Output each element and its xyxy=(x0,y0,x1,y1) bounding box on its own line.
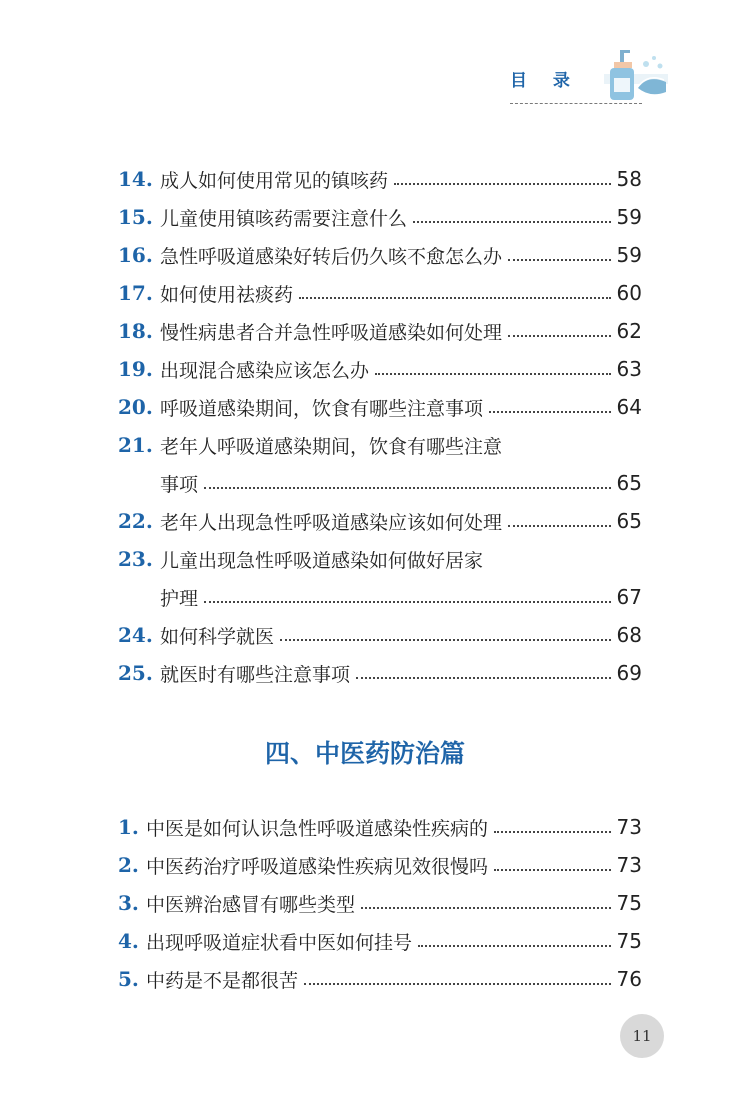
entry-title: 出现呼吸道症状看中医如何挂号 xyxy=(146,931,413,954)
dot-leader xyxy=(418,944,611,947)
entry-page: 67 xyxy=(616,585,642,609)
entry-title: 中医药治疗呼吸道感染性疾病见效很慢吗 xyxy=(146,855,489,878)
dot-leader xyxy=(508,258,611,261)
entry-title: 成人如何使用常见的镇咳药 xyxy=(160,169,389,192)
entry-title: 中医辨治感冒有哪些类型 xyxy=(146,893,356,916)
entry-title: 如何使用祛痰药 xyxy=(160,283,294,306)
entry-number: 22. xyxy=(118,509,153,533)
entry-page: 69 xyxy=(616,661,642,685)
entry-title: 慢性病患者合并急性呼吸道感染如何处理 xyxy=(160,321,503,344)
toc-entry[interactable] xyxy=(118,924,642,958)
entry-page: 73 xyxy=(616,853,642,877)
entry-title: 呼吸道感染期间，饮食有哪些注意事项 xyxy=(160,397,484,420)
entry-title: 老年人呼吸道感染期间，饮食有哪些注意 xyxy=(160,435,503,458)
toc-entry-continuation[interactable] xyxy=(160,580,642,614)
entry-page: 73 xyxy=(616,815,642,839)
entry-number: 4. xyxy=(118,929,139,953)
entry-page: 59 xyxy=(616,205,642,229)
toc-entry[interactable] xyxy=(118,886,642,920)
section-heading: 四、中医药防治篇 xyxy=(264,739,465,768)
entry-number: 1. xyxy=(118,815,139,839)
entry-title: 就医时有哪些注意事项 xyxy=(160,663,351,686)
entry-number: 14. xyxy=(118,167,153,191)
toc-entry[interactable] xyxy=(118,314,642,348)
toc-entry[interactable] xyxy=(118,428,642,462)
header-divider xyxy=(510,103,642,104)
entry-title: 儿童使用镇咳药需要注意什么 xyxy=(160,207,408,230)
toc-entry[interactable] xyxy=(118,618,642,652)
dot-leader xyxy=(204,600,611,603)
page-header xyxy=(0,0,730,120)
toc-entry[interactable] xyxy=(118,238,642,272)
entry-page: 62 xyxy=(616,319,642,343)
entry-page: 65 xyxy=(616,471,642,495)
entry-page: 76 xyxy=(616,967,642,991)
entry-title-continuation: 事项 xyxy=(160,473,199,496)
dot-leader xyxy=(494,830,611,833)
dot-leader xyxy=(356,676,611,679)
toc-entry[interactable] xyxy=(118,542,642,576)
entry-title: 如何科学就医 xyxy=(160,625,275,648)
toc-entry[interactable] xyxy=(118,656,642,690)
entry-number: 15. xyxy=(118,205,153,229)
entry-number: 16. xyxy=(118,243,153,267)
header-title: 目 录 xyxy=(510,71,580,91)
page-number: 11 xyxy=(632,1027,652,1045)
toc-entry[interactable] xyxy=(118,276,642,310)
entry-page: 63 xyxy=(616,357,642,381)
dot-leader xyxy=(361,906,611,909)
dot-leader xyxy=(280,638,611,641)
toc-entry[interactable] xyxy=(118,352,642,386)
dot-leader xyxy=(394,182,611,185)
entry-title-continuation: 护理 xyxy=(160,587,199,610)
entry-page: 65 xyxy=(616,509,642,533)
entry-number: 24. xyxy=(118,623,153,647)
toc-entry[interactable] xyxy=(118,390,642,424)
entry-number: 17. xyxy=(118,281,153,305)
toc-entry[interactable] xyxy=(118,504,642,538)
entry-number: 2. xyxy=(118,853,139,877)
entry-number: 20. xyxy=(118,395,153,419)
dot-leader xyxy=(375,372,611,375)
entry-title: 儿童出现急性呼吸道感染如何做好居家 xyxy=(160,549,484,572)
dot-leader xyxy=(489,410,611,413)
toc-entry[interactable] xyxy=(118,810,642,844)
entry-page: 58 xyxy=(616,167,642,191)
entry-page: 75 xyxy=(616,929,642,953)
entry-title: 老年人出现急性呼吸道感染应该如何处理 xyxy=(160,511,503,534)
entry-title: 中药是不是都很苦 xyxy=(146,969,299,992)
entry-title: 出现混合感染应该怎么办 xyxy=(160,359,370,382)
dot-leader xyxy=(204,486,611,489)
dot-leader xyxy=(299,296,611,299)
entry-page: 64 xyxy=(616,395,642,419)
dot-leader xyxy=(508,334,611,337)
entry-page: 68 xyxy=(616,623,642,647)
entry-title: 急性呼吸道感染好转后仍久咳不愈怎么办 xyxy=(160,245,503,268)
entry-number: 18. xyxy=(118,319,153,343)
entry-page: 75 xyxy=(616,891,642,915)
entry-title: 中医是如何认识急性呼吸道感染性疾病的 xyxy=(146,817,489,840)
entry-page: 59 xyxy=(616,243,642,267)
entry-number: 23. xyxy=(118,547,153,571)
dot-leader xyxy=(508,524,611,527)
entry-number: 19. xyxy=(118,357,153,381)
entry-number: 21. xyxy=(118,433,153,457)
dot-leader xyxy=(413,220,611,223)
toc-entry-continuation[interactable] xyxy=(160,466,642,500)
entry-number: 3. xyxy=(118,891,139,915)
entry-page: 60 xyxy=(616,281,642,305)
toc-entry[interactable] xyxy=(118,200,642,234)
dot-leader xyxy=(304,982,611,985)
toc-entry[interactable] xyxy=(118,962,642,996)
hand-sanitizer-icon xyxy=(602,44,670,102)
entry-number: 5. xyxy=(118,967,139,991)
entry-number: 25. xyxy=(118,661,153,685)
toc-entry[interactable] xyxy=(118,848,642,882)
dot-leader xyxy=(494,868,611,871)
toc-entry[interactable] xyxy=(118,162,642,196)
